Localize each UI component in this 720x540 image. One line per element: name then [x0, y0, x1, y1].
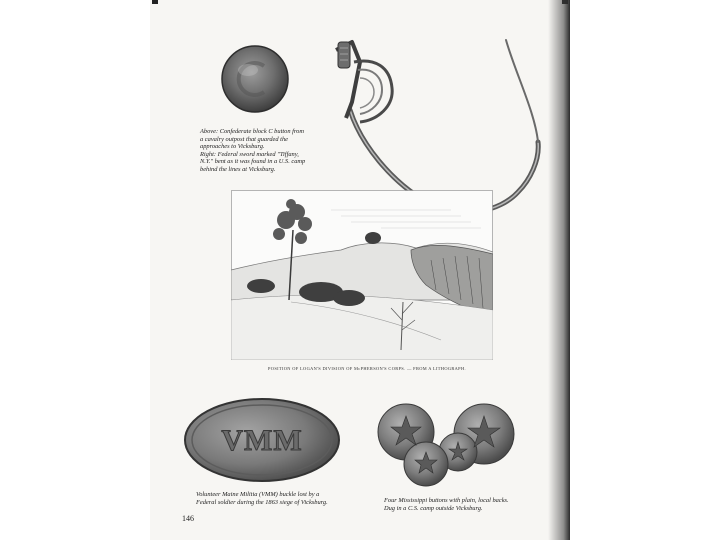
caption-line: N.Y." bent as it was found in a U.S. camp — [200, 158, 306, 166]
confederate-button-photo — [218, 42, 292, 116]
caption-line: Right: Federal sword marked "Tiffany, — [200, 150, 299, 158]
scan-corner-mark-left — [152, 0, 158, 4]
caption-line: Dug in a C.S. camp outside Vicksburg. — [384, 504, 483, 512]
caption-line: Volunteer Maine Militia (VMM) buckle lost by a — [196, 491, 320, 498]
caption-line: Four Mississippi buttons with plain, local backs. — [384, 497, 509, 504]
caption-line: approaches to Vicksburg. — [200, 143, 265, 151]
page-edge-shadow — [548, 0, 570, 540]
caption-line: behind the lines at Vicksburg. — [200, 165, 276, 173]
illustration-caption: POSITION OF LOGAN'S DIVISION OF McPHERSON'S CORPS. — FROM A LITHOGRAPH. — [268, 366, 466, 371]
caption-buckle — [196, 491, 328, 506]
caption-line: a cavalry outpost that guarded the — [200, 135, 288, 143]
caption-line: Above: Confederate block C button from — [200, 128, 304, 135]
lithograph-illustration — [231, 190, 493, 360]
caption-buttons — [384, 497, 509, 512]
buckle-lettering: VMM — [221, 424, 303, 457]
caption-line: Federal soldier during the 1863 siege of Vicksburg. — [196, 498, 328, 506]
vmm-buckle-photo — [182, 396, 342, 484]
page-number: 146 — [182, 514, 194, 523]
caption-button-and-sword — [200, 128, 305, 174]
mississippi-buttons-photo — [376, 398, 522, 492]
